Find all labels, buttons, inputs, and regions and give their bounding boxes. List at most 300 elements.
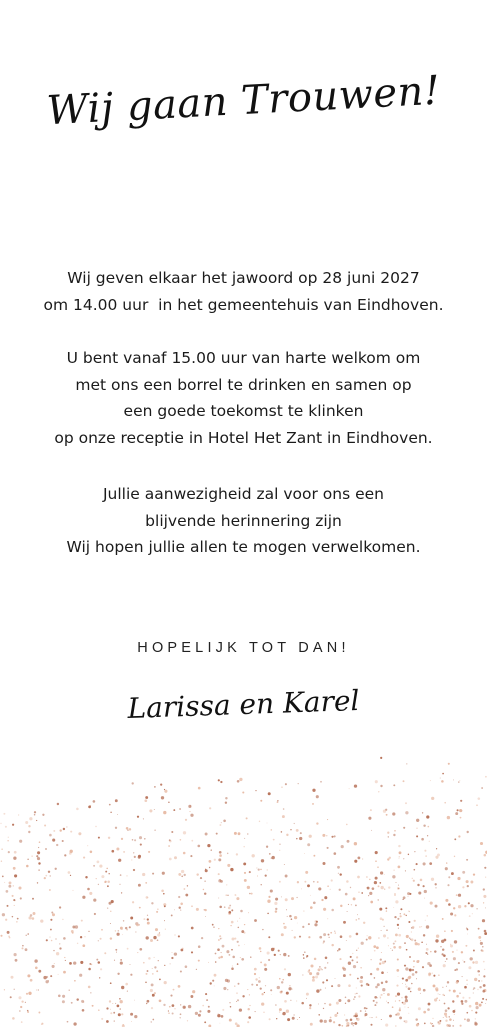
glitter-dot xyxy=(29,916,32,919)
glitter-dot xyxy=(481,1002,483,1004)
glitter-dot xyxy=(426,815,429,818)
glitter-dot xyxy=(395,1014,397,1016)
glitter-dot xyxy=(242,995,244,997)
glitter-dot xyxy=(410,991,412,993)
glitter-dot xyxy=(355,905,357,907)
glitter-dot xyxy=(376,1016,378,1018)
glitter-dot xyxy=(221,1015,224,1018)
glitter-dot xyxy=(360,967,361,968)
glitter-dot xyxy=(161,890,164,893)
glitter-dot xyxy=(198,1014,201,1017)
glitter-dot xyxy=(447,884,449,886)
glitter-dot xyxy=(483,961,485,963)
glitter-dot xyxy=(146,896,149,899)
glitter-dot xyxy=(252,854,255,857)
glitter-dot xyxy=(137,816,139,818)
glitter-dot xyxy=(146,1003,147,1004)
glitter-dot xyxy=(321,899,323,901)
glitter-dot xyxy=(316,972,319,975)
glitter-dot xyxy=(376,1002,378,1004)
glitter-dot xyxy=(88,986,91,989)
glitter-dot xyxy=(323,1008,324,1009)
glitter-dot xyxy=(464,961,466,963)
glitter-dot xyxy=(87,888,90,891)
glitter-dot xyxy=(346,940,347,941)
glitter-dot xyxy=(351,904,352,905)
glitter-dot xyxy=(422,966,424,968)
glitter-dot xyxy=(28,825,30,827)
glitter-dot xyxy=(406,949,408,951)
glitter-dot xyxy=(476,908,478,910)
glitter-dot xyxy=(457,950,458,951)
glitter-dot xyxy=(196,908,199,911)
glitter-dot xyxy=(365,1010,366,1011)
glitter-dot xyxy=(77,943,78,944)
glitter-dot xyxy=(421,926,422,927)
glitter-dot xyxy=(220,1023,221,1024)
glitter-dot xyxy=(150,989,153,992)
glitter-dot xyxy=(269,853,271,855)
glitter-dot xyxy=(445,1009,448,1012)
glitter-dot xyxy=(399,851,402,854)
glitter-dot xyxy=(470,957,473,960)
glitter-dot xyxy=(260,951,262,953)
glitter-dot xyxy=(178,896,180,898)
glitter-dot xyxy=(398,845,400,847)
glitter-dot xyxy=(164,965,165,966)
glitter-dot xyxy=(157,939,159,941)
glitter-dot xyxy=(279,850,280,851)
glitter-dot xyxy=(484,969,485,970)
glitter-dot xyxy=(357,876,360,879)
glitter-dot xyxy=(58,995,61,998)
glitter-dot xyxy=(361,892,363,894)
glitter-dot xyxy=(404,1007,405,1008)
glitter-dot xyxy=(159,932,160,933)
glitter-dot xyxy=(89,892,92,895)
glitter-dot xyxy=(353,1023,354,1024)
glitter-dot xyxy=(125,983,128,986)
glitter-dot xyxy=(63,971,66,974)
glitter-dot xyxy=(188,805,191,808)
glitter-dot xyxy=(173,989,175,991)
glitter-dot xyxy=(215,953,217,955)
glitter-dot xyxy=(428,1003,431,1006)
glitter-dot xyxy=(146,973,148,975)
glitter-dot xyxy=(6,890,9,893)
glitter-dot xyxy=(392,812,395,815)
glitter-dot xyxy=(57,803,59,805)
glitter-dot xyxy=(309,835,312,838)
glitter-dot xyxy=(433,984,436,987)
reception-line: een goede toekomst te klinken xyxy=(123,402,364,420)
glitter-dot xyxy=(73,961,76,964)
glitter-dot xyxy=(408,854,409,855)
glitter-dot xyxy=(171,914,173,916)
glitter-dot xyxy=(478,974,479,975)
glitter-dot xyxy=(476,1006,479,1009)
glitter-dot xyxy=(121,986,124,989)
glitter-dot xyxy=(50,929,52,931)
glitter-dot xyxy=(436,989,439,992)
glitter-dot xyxy=(120,962,123,965)
glitter-dot xyxy=(226,894,227,895)
glitter-dot xyxy=(136,924,139,927)
glitter-dot xyxy=(52,913,55,916)
glitter-dot xyxy=(218,898,219,899)
glitter-dot xyxy=(338,948,340,950)
glitter-dot xyxy=(377,983,380,986)
glitter-dot xyxy=(116,952,117,953)
glitter-dot xyxy=(384,874,385,875)
glitter-dot xyxy=(444,939,447,942)
couple-signature: Larissa en Karel xyxy=(126,683,360,726)
glitter-dot xyxy=(37,851,40,854)
glitter-dot xyxy=(456,968,458,970)
glitter-dot xyxy=(402,983,403,984)
glitter-dot xyxy=(96,878,97,879)
glitter-dot xyxy=(352,953,353,954)
glitter-dot xyxy=(325,957,328,960)
glitter-decoration xyxy=(0,740,487,1027)
glitter-dot xyxy=(418,988,421,991)
glitter-dot xyxy=(14,905,15,906)
glitter-dot xyxy=(386,910,387,911)
glitter-dot xyxy=(443,964,446,967)
glitter-dot xyxy=(8,885,11,888)
glitter-dot xyxy=(294,936,296,938)
glitter-dot xyxy=(235,1022,238,1025)
glitter-dot xyxy=(327,819,328,820)
glitter-dot xyxy=(460,1025,462,1027)
glitter-dot xyxy=(121,892,122,893)
glitter-dot xyxy=(284,926,287,929)
glitter-dot xyxy=(34,959,37,962)
glitter-dot xyxy=(258,868,260,870)
glitter-dot xyxy=(218,957,220,959)
glitter-dot xyxy=(423,862,426,865)
glitter-dot xyxy=(324,1020,327,1023)
glitter-dot xyxy=(49,875,50,876)
glitter-dot xyxy=(129,828,131,830)
glitter-dot xyxy=(4,989,5,990)
glitter-dot xyxy=(159,999,162,1002)
glitter-dot xyxy=(435,939,438,942)
glitter-dot xyxy=(368,936,371,939)
glitter-dot xyxy=(462,886,464,888)
glitter-dot xyxy=(104,881,106,883)
glitter-dot xyxy=(239,1008,242,1011)
glitter-dot xyxy=(131,1021,132,1022)
glitter-dot xyxy=(339,958,341,960)
glitter-dot xyxy=(236,1001,237,1002)
glitter-dot xyxy=(358,948,359,949)
glitter-dot xyxy=(430,902,433,905)
glitter-dot xyxy=(454,940,457,943)
glitter-dot xyxy=(355,1013,358,1016)
glitter-dot xyxy=(27,859,28,860)
glitter-dot xyxy=(182,948,184,950)
glitter-dot xyxy=(285,875,288,878)
glitter-dot xyxy=(264,992,265,993)
glitter-dot xyxy=(476,1002,478,1004)
glitter-dot xyxy=(44,824,46,826)
glitter-dot xyxy=(82,896,85,899)
glitter-dot xyxy=(38,847,39,848)
glitter-dot xyxy=(27,1010,28,1011)
glitter-dot xyxy=(315,975,318,978)
glitter-dot xyxy=(430,780,431,781)
glitter-dot xyxy=(151,1021,152,1022)
glitter-dot xyxy=(424,898,425,899)
glitter-dot xyxy=(438,993,439,994)
glitter-dot xyxy=(38,1012,40,1014)
glitter-dot xyxy=(324,1003,325,1004)
glitter-dot xyxy=(205,833,208,836)
glitter-dot xyxy=(483,975,485,977)
glitter-dot xyxy=(457,809,459,811)
glitter-dot xyxy=(131,859,132,860)
glitter-dot xyxy=(337,984,340,987)
glitter-dot xyxy=(21,1021,23,1023)
glitter-dot xyxy=(400,908,402,910)
glitter-dot xyxy=(445,867,448,870)
glitter-dot xyxy=(371,959,372,960)
glitter-dot xyxy=(183,831,186,834)
glitter-dot xyxy=(478,980,480,982)
glitter-dot xyxy=(98,884,99,885)
glitter-dot xyxy=(453,779,454,780)
glitter-dot xyxy=(282,815,285,818)
glitter-dot xyxy=(44,877,46,879)
glitter-dot xyxy=(356,919,358,921)
glitter-dot xyxy=(118,1013,121,1016)
glitter-dot xyxy=(114,960,115,961)
glitter-dot xyxy=(209,867,210,868)
glitter-dot xyxy=(353,897,356,900)
glitter-dot xyxy=(118,930,119,931)
glitter-dot xyxy=(449,1018,452,1021)
glitter-dot xyxy=(420,993,421,994)
glitter-dot xyxy=(70,831,72,833)
glitter-dot xyxy=(148,957,151,960)
glitter-dot xyxy=(100,938,102,940)
glitter-dot xyxy=(436,935,439,938)
glitter-dot xyxy=(108,873,109,874)
glitter-dot xyxy=(80,936,82,938)
glitter-dot xyxy=(401,997,403,999)
glitter-dot xyxy=(22,945,24,947)
glitter-dot xyxy=(218,1013,219,1014)
glitter-dot xyxy=(445,1020,447,1022)
glitter-dot xyxy=(356,1018,358,1020)
glitter-dot xyxy=(75,925,78,928)
glitter-dot xyxy=(349,935,352,938)
glitter-dot xyxy=(466,980,467,981)
glitter-dot xyxy=(132,839,134,841)
glitter-dot xyxy=(462,960,463,961)
glitter-dot xyxy=(308,923,310,925)
glitter-dot xyxy=(345,1019,348,1022)
glitter-dot xyxy=(347,999,350,1002)
glitter-dot xyxy=(387,832,389,834)
glitter-dot xyxy=(348,904,349,905)
glitter-dot xyxy=(218,939,220,941)
glitter-dot xyxy=(331,879,333,881)
glitter-dot xyxy=(50,975,52,977)
glitter-dot xyxy=(220,880,223,883)
glitter-dot xyxy=(28,992,31,995)
glitter-dot xyxy=(484,854,487,857)
glitter-dot xyxy=(144,838,146,840)
glitter-dot xyxy=(123,920,124,921)
glitter-dot xyxy=(163,893,165,895)
glitter-dot xyxy=(210,982,212,984)
glitter-dot xyxy=(328,934,330,936)
glitter-dot xyxy=(172,1004,175,1007)
glitter-dot xyxy=(232,956,235,959)
glitter-dot xyxy=(238,945,240,947)
glitter-dot xyxy=(334,931,335,932)
glitter-dot xyxy=(180,903,183,906)
glitter-dot xyxy=(97,861,100,864)
glitter-dot xyxy=(133,852,134,853)
glitter-dot xyxy=(38,862,40,864)
glitter-dot xyxy=(356,950,357,951)
glitter-dot xyxy=(45,848,47,850)
glitter-dot xyxy=(34,814,36,816)
glitter-dot xyxy=(289,915,292,918)
glitter-dot xyxy=(172,1012,174,1014)
glitter-dot xyxy=(14,953,17,956)
glitter-dot xyxy=(485,907,486,908)
glitter-dot xyxy=(18,886,21,889)
glitter-dot xyxy=(27,974,30,977)
glitter-dot xyxy=(385,907,387,909)
glitter-dot xyxy=(439,1000,440,1001)
glitter-dot xyxy=(421,941,423,943)
glitter-dot xyxy=(466,859,468,861)
glitter-dot xyxy=(316,989,319,992)
glitter-dot xyxy=(174,1008,175,1009)
glitter-dot xyxy=(223,820,226,823)
glitter-dot xyxy=(455,812,458,815)
glitter-dot xyxy=(424,850,426,852)
glitter-dot xyxy=(309,1007,311,1009)
glitter-dot xyxy=(354,784,357,787)
glitter-dot xyxy=(325,988,326,989)
glitter-dot xyxy=(412,927,413,928)
glitter-dot xyxy=(399,946,402,949)
glitter-dot xyxy=(174,952,177,955)
glitter-dot xyxy=(409,956,411,958)
glitter-dot xyxy=(304,881,306,883)
glitter-dot xyxy=(155,928,158,931)
glitter-dot xyxy=(465,945,467,947)
glitter-dot xyxy=(229,954,231,956)
glitter-dot xyxy=(112,1003,113,1004)
glitter-dot xyxy=(161,796,164,799)
glitter-dot xyxy=(327,847,329,849)
glitter-dot xyxy=(446,958,447,959)
glitter-dot xyxy=(350,956,352,958)
glitter-dot xyxy=(287,916,288,917)
glitter-dot xyxy=(447,816,450,819)
glitter-dot xyxy=(481,787,483,789)
glitter-dot xyxy=(464,905,466,907)
glitter-dot xyxy=(464,986,467,989)
glitter-dot xyxy=(216,833,218,835)
glitter-dot xyxy=(5,826,7,828)
glitter-dot xyxy=(467,928,468,929)
glitter-dot xyxy=(88,806,91,809)
glitter-dot xyxy=(120,959,122,961)
glitter-dot xyxy=(374,1004,376,1006)
glitter-dot xyxy=(418,1007,421,1010)
glitter-dot xyxy=(218,928,219,929)
glitter-dot xyxy=(354,860,357,863)
glitter-dot xyxy=(454,1009,455,1010)
glitter-dot xyxy=(110,1012,112,1014)
glitter-dot xyxy=(179,1017,180,1018)
glitter-dot xyxy=(93,899,96,902)
glitter-dot xyxy=(169,858,172,861)
glitter-dot xyxy=(366,939,368,941)
glitter-dot xyxy=(411,932,412,933)
glitter-dot xyxy=(147,970,149,972)
glitter-dot xyxy=(353,999,354,1000)
glitter-dot xyxy=(467,831,469,833)
glitter-dot xyxy=(348,962,351,965)
glitter-dot xyxy=(356,961,358,963)
glitter-dot xyxy=(441,780,444,783)
glitter-dot xyxy=(445,961,446,962)
glitter-dot xyxy=(270,889,273,892)
glitter-dot xyxy=(134,1000,135,1001)
glitter-dot xyxy=(404,965,406,967)
glitter-dot xyxy=(292,989,293,990)
glitter-dot xyxy=(264,963,267,966)
glitter-dot xyxy=(353,965,356,968)
glitter-dot xyxy=(360,976,363,979)
glitter-dot xyxy=(273,839,275,841)
glitter-dot xyxy=(25,821,28,824)
glitter-dot xyxy=(127,991,128,992)
glitter-dot xyxy=(181,875,183,877)
glitter-dot xyxy=(183,852,186,855)
glitter-dot xyxy=(191,927,194,930)
glitter-dot xyxy=(74,980,76,982)
glitter-dot xyxy=(472,961,474,963)
glitter-dot xyxy=(110,911,111,912)
glitter-dot xyxy=(366,876,368,878)
glitter-dot xyxy=(202,1005,204,1007)
glitter-dot xyxy=(370,901,373,904)
glitter-dot xyxy=(338,999,341,1002)
glitter-dot xyxy=(456,894,458,896)
glitter-dot xyxy=(415,942,418,945)
glitter-dot xyxy=(288,973,291,976)
glitter-dot xyxy=(271,829,273,831)
glitter-dot xyxy=(134,856,136,858)
glitter-dot xyxy=(119,998,121,1000)
glitter-dot xyxy=(14,989,15,990)
glitter-dot xyxy=(408,1007,409,1008)
glitter-dot xyxy=(306,998,307,999)
glitter-dot xyxy=(388,886,390,888)
glitter-dot xyxy=(281,933,284,936)
glitter-dot xyxy=(219,854,222,857)
